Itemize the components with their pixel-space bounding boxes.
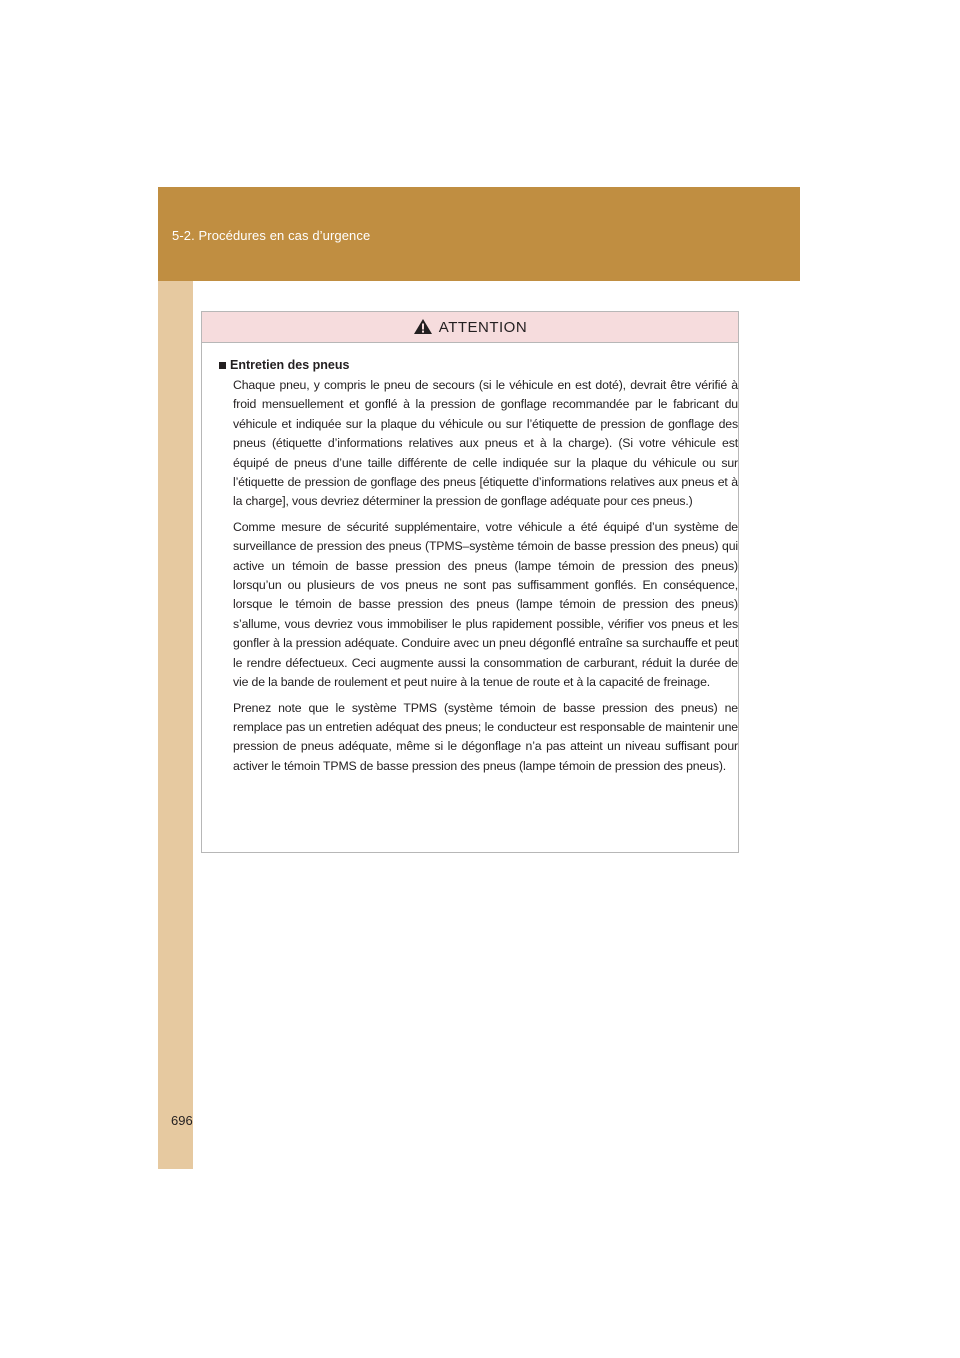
section-title: 5-2. Procédures en cas d’urgence [172, 228, 371, 243]
header-band [158, 187, 800, 281]
section-heading [219, 355, 738, 375]
section-heading-text: Entretien des pneus [230, 358, 350, 372]
paragraph-3: Prenez note que le système TPMS (système témoin de basse pression des pneus) ne remplace pas un entretien adéquat des pneus; le conducteur est responsable de maintenir une pression de pneus adéquate, même si le dégonflage n’a pas atteint un niveau suffisant pour activer le témoin TPMS de basse pression des pneus (lampe témoin de pression des pneus). [233, 700, 738, 773]
side-strip [158, 281, 193, 1169]
warning-header [202, 312, 738, 343]
square-bullet-icon [219, 362, 226, 369]
paragraph-2: Comme mesure de sécurité supplémentaire, votre véhicule a été équipé d’un système de surveillance de pression des pneus (TPMS–système témoin de basse pression des pneus) qui active un témoin de basse pression des pneus (lampe témoin de pression des pneus) lorsqu’un ou plusieurs de vos pneus ne sont pas suffisamment gonflés. En conséquence, lorsque le témoin de basse pression des pneus (lampe témoin de pression des pneus) s’allume, vous devriez vous immobiliser le plus rapidement possible, vérifier vos pneus et les gonfler à la pression adéquate. Conduire avec un pneu dégonflé entraîne sa surchauffe et peut le rendre défectueux. Ceci augmente aussi la consommation de carburant, réduit la durée de vie de la bande de roulement et peut nuire à la tenue de route et à la capacité de freinage. [233, 519, 738, 690]
page-number: 696 [171, 1113, 193, 1128]
warning-box [201, 311, 739, 853]
warning-triangle-icon [413, 318, 433, 335]
warning-body [202, 343, 738, 776]
warning-title: ATTENTION [438, 318, 528, 336]
paragraph-1: Chaque pneu, y compris le pneu de secours (si le véhicule en est doté), devrait être vérifié à froid mensuellement et gonflé à la pression de gonflage recommandée par le fabricant du véhicule et indiquée sur la plaque du véhicule ou sur l’étiquette de pression de gonflage des pneus (étiquette d’informations relatives aux pneus et à la charge). (Si votre véhicule est équipé de pneus d’une taille différente de celle indiquée sur la plaque du véhicule ou sur l’étiquette de pression de gonflage des pneus [étiquette d’informations relatives aux pneus et à la charge], vous devriez déterminer la pression de gonflage adéquate pour ces pneus.) [233, 378, 738, 509]
